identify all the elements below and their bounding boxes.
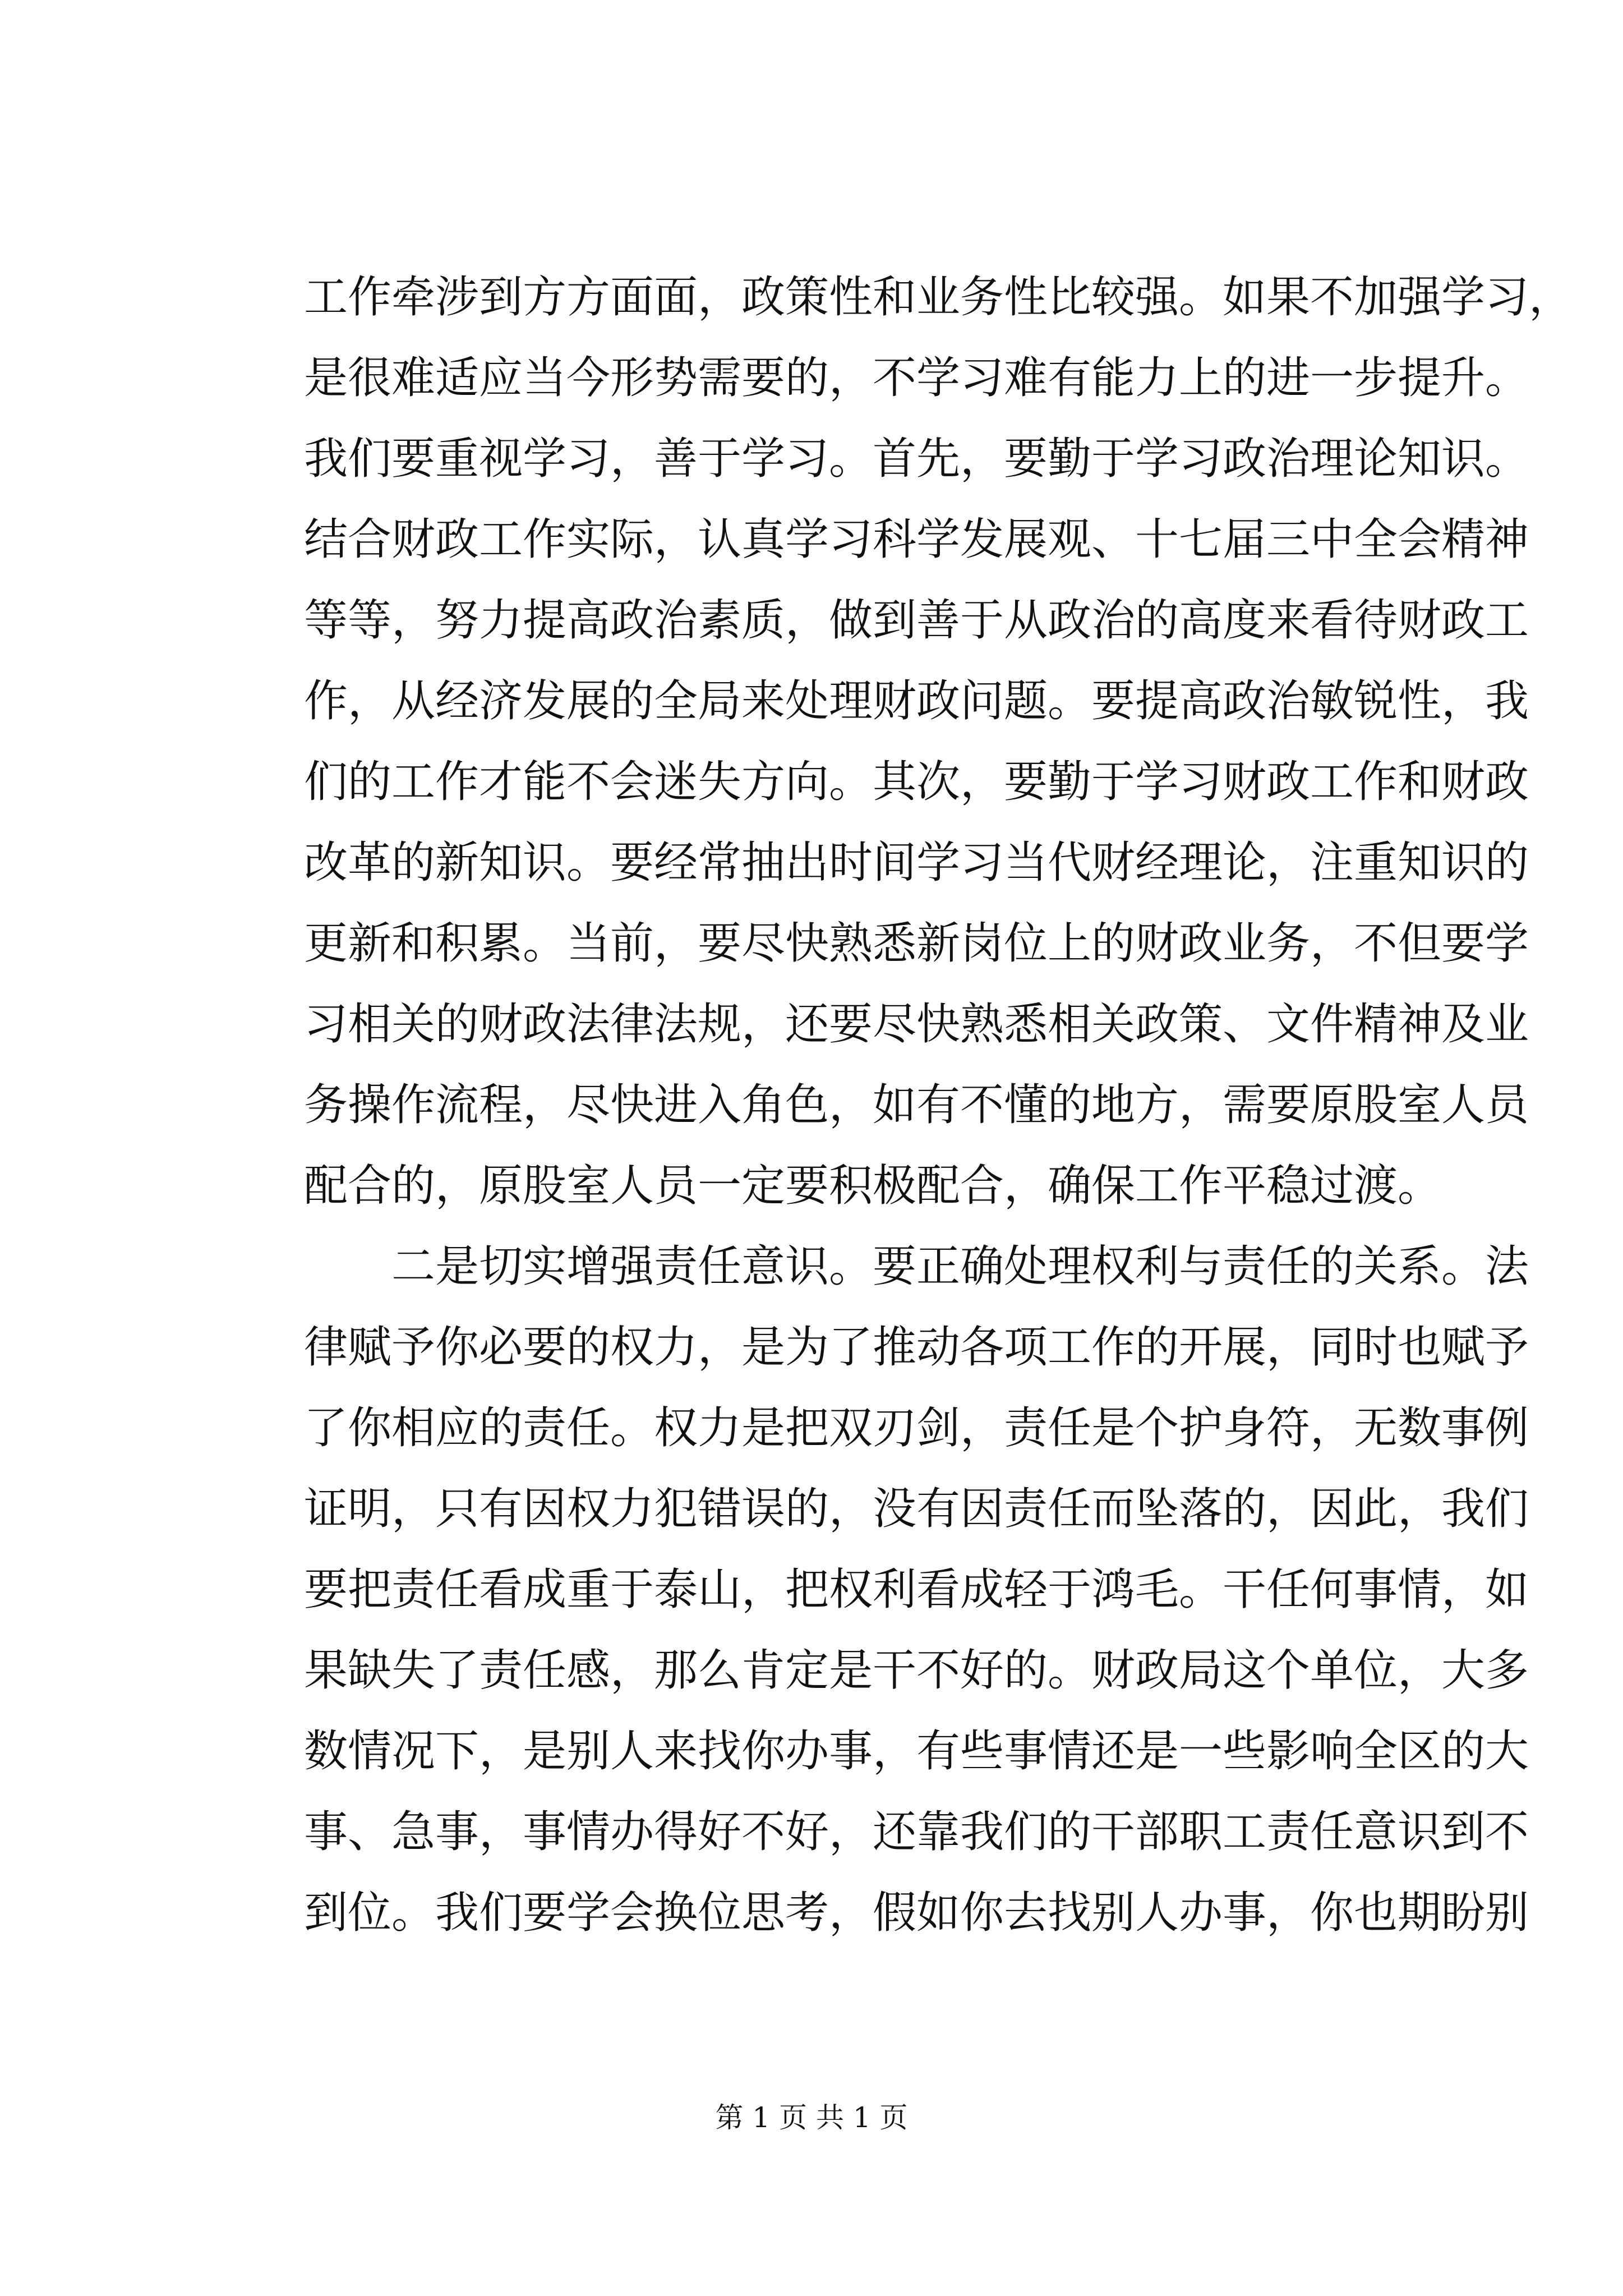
text-line: 等等，努力提高政治素质，做到善于从政治的高度来看待财政工: [304, 595, 1529, 646]
text-line: 结合财政工作实际，认真学习科学发展观、十七届三中全会精神: [304, 514, 1529, 565]
text-line: 数情况下，是别人来找你办事，有些事情还是一些影响全区的大: [304, 1726, 1529, 1777]
text-line: 律赋予你必要的权力，是为了推动各项工作的开展，同时也赋予: [304, 1322, 1529, 1373]
text-line: 改革的新知识。要经常抽出时间学习当代财经理论，注重知识的: [304, 838, 1529, 888]
text-line: 更新和积累。当前，要尽快熟悉新岗位上的财政业务，不但要学: [304, 918, 1529, 969]
text-line: 要把责任看成重于泰山，把权利看成轻于鸿毛。干任何事情，如: [304, 1565, 1529, 1615]
text-line: 习相关的财政法律法规，还要尽快熟悉相关政策、文件精神及业: [304, 999, 1529, 1050]
document-body: [304, 257, 1573, 1953]
text-line: 了你相应的责任。权力是把双刃剑，责任是个护身符，无数事例: [304, 1403, 1529, 1453]
text-line: 事、急事，事情办得好不好，还靠我们的干部职工责任意识到不: [304, 1807, 1529, 1857]
text-line: 配合的，原股室人员一定要积极配合，确保工作平稳过渡。: [304, 1161, 1442, 1211]
text-line: 工作牵涉到方方面面，政策性和业务性比较强。如果不加强学习，: [304, 272, 1573, 323]
text-line: 作，从经济发展的全局来处理财政问题。要提高政治敏锐性，我: [304, 676, 1529, 726]
text-line: 我们要重视学习，善于学习。首先，要勤于学习政治理论知识。: [304, 434, 1529, 484]
text-line: 到位。我们要学会换位思考，假如你去找别人办事，你也期盼别: [304, 1888, 1529, 1938]
text-line: 们的工作才能不会迷失方向。其次，要勤于学习财政工作和财政: [304, 757, 1529, 807]
page-number-footer: 第 1 页 共 1 页: [715, 2101, 908, 2134]
text-line: 证明，只有因权力犯错误的，没有因责任而坠落的，因此，我们: [304, 1484, 1529, 1534]
text-line: 是很难适应当今形势需要的，不学习难有能力上的进一步提升。: [304, 353, 1529, 403]
text-line: 务操作流程，尽快进入角色，如有不懂的地方，需要原股室人员: [304, 1080, 1529, 1130]
text-line: 果缺失了责任感，那么肯定是干不好的。财政局这个单位，大多: [304, 1645, 1529, 1696]
paragraph-start-line: 二是切实增强责任意识。要正确处理权利与责任的关系。法: [391, 1241, 1529, 1292]
